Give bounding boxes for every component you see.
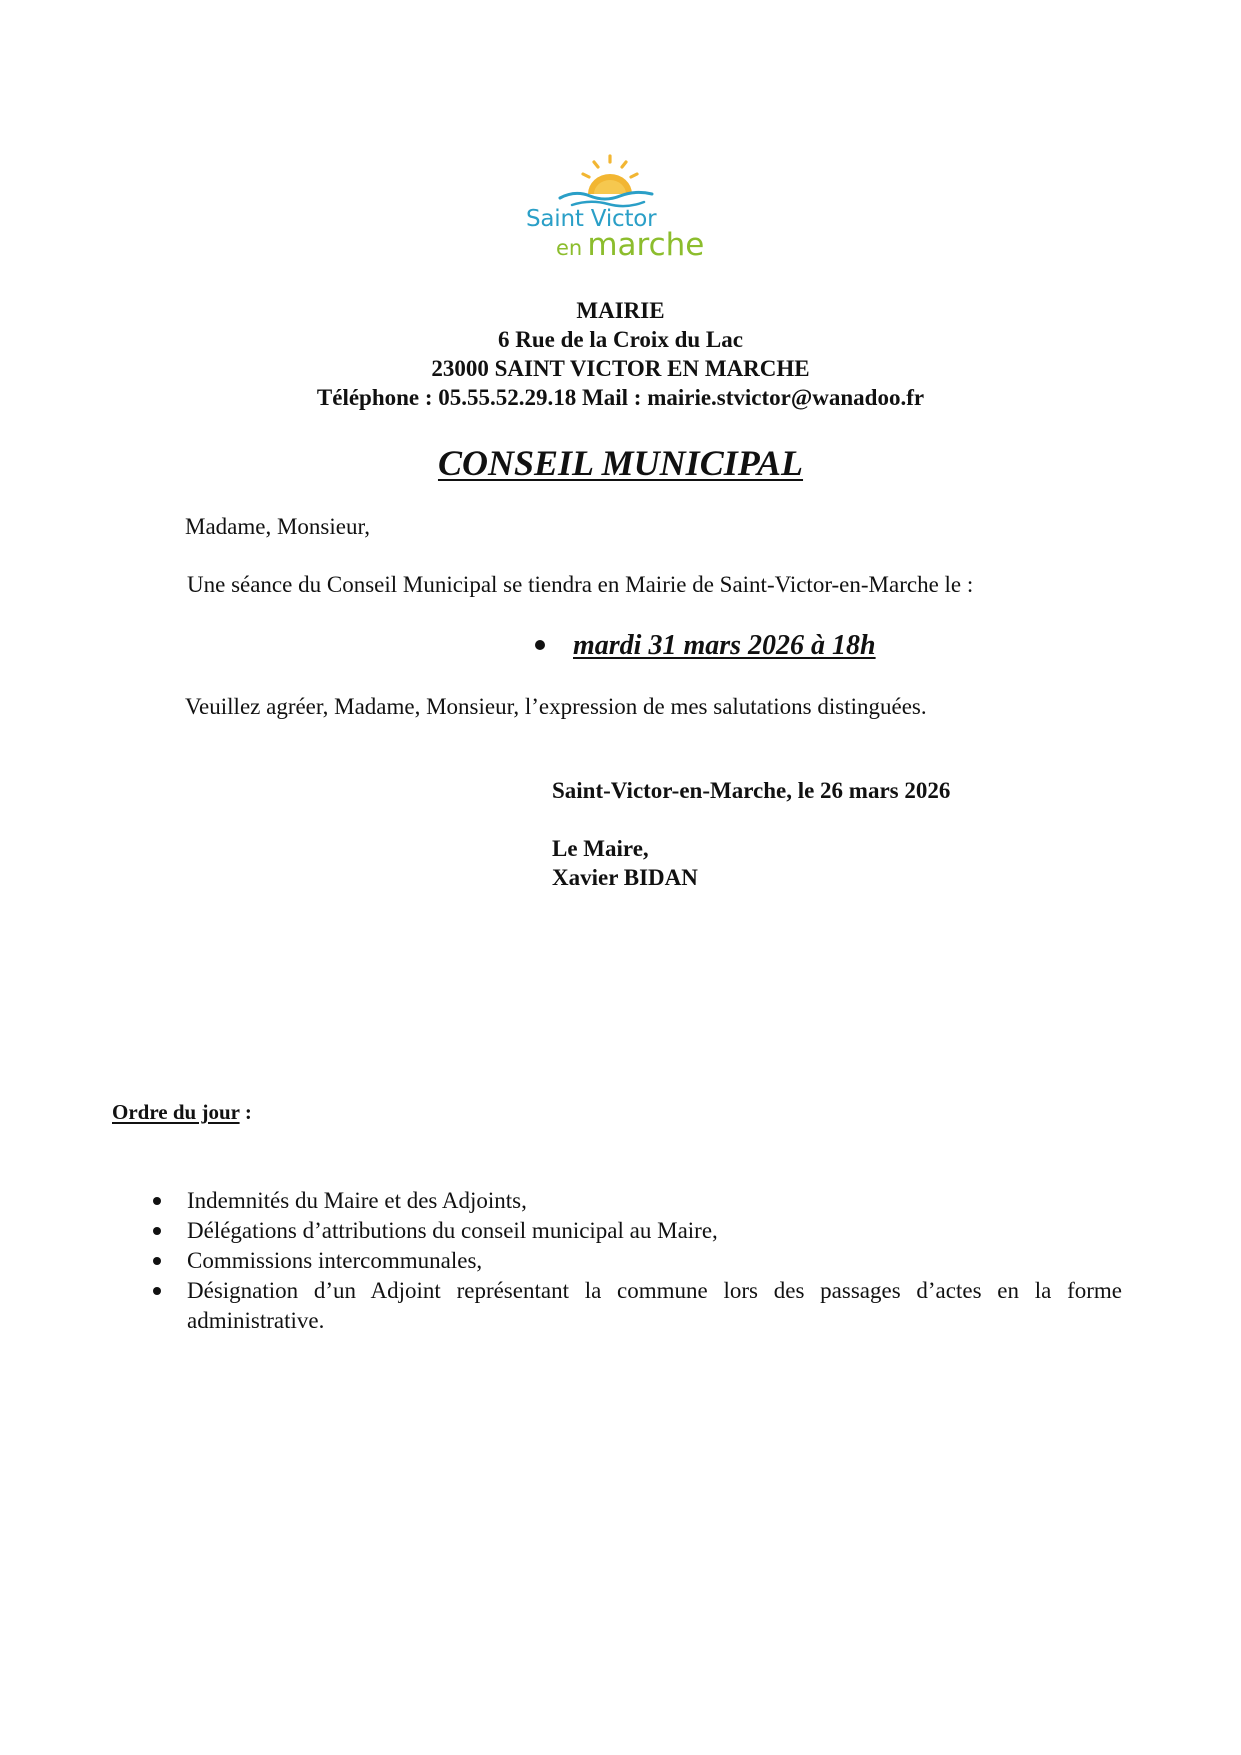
salutation: Madame, Monsieur, (185, 514, 370, 539)
header-org: MAIRIE (576, 298, 665, 323)
logo-text-line2 (556, 227, 705, 263)
seance-announcement: Une séance du Conseil Municipal se tiendra en Mairie de Saint-Victor-en-Marche le : (187, 572, 974, 597)
logo-text-marche: marche (587, 227, 705, 263)
bullet-icon (153, 1227, 161, 1235)
list-item (150, 1276, 1122, 1336)
mairie-header (0, 296, 1241, 412)
bullet-icon (535, 640, 545, 650)
signature-name: Xavier BIDAN (552, 865, 698, 890)
list-item (150, 1216, 1122, 1246)
agenda-item-text: Désignation d’un Adjoint représentant la commune lors des passages d’actes en la forme administrative. (187, 1278, 1122, 1333)
meeting-date: mardi 31 mars 2026 à 18h (573, 630, 876, 661)
logo-text-line1: Saint Victor (526, 206, 657, 232)
meeting-date-item (535, 628, 876, 664)
list-item (150, 1246, 1122, 1276)
bullet-icon (153, 1257, 161, 1265)
agenda-heading-colon: : (239, 1100, 252, 1124)
header-contact: Téléphone : 05.55.52.29.18 Mail : mairie.stvictor@wanadoo.fr (316, 385, 925, 410)
closing-formula: Veuillez agréer, Madame, Monsieur, l’expression de mes salutations distinguées. (185, 694, 927, 719)
list-item (150, 1186, 1122, 1216)
agenda-heading-text: Ordre du jour (112, 1100, 240, 1124)
document-title: CONSEIL MUNICIPAL (437, 443, 804, 483)
municipality-logo (520, 150, 720, 270)
bullet-icon (153, 1197, 161, 1205)
signature-role: Le Maire, (552, 836, 649, 861)
header-city: 23000 SAINT VICTOR EN MARCHE (431, 356, 810, 381)
header-street: 6 Rue de la Croix du Lac (498, 327, 743, 352)
agenda-list (150, 1186, 1122, 1336)
agenda-heading (112, 1100, 252, 1125)
signature-place-date: Saint-Victor-en-Marche, le 26 mars 2026 (552, 778, 951, 803)
agenda-item-text: Indemnités du Maire et des Adjoints, (187, 1188, 527, 1213)
bullet-icon (153, 1287, 161, 1295)
agenda-item-text: Délégations d’attributions du conseil municipal au Maire, (187, 1218, 718, 1243)
agenda-item-text: Commissions intercommunales, (187, 1248, 483, 1273)
logo-text-en: en (556, 236, 583, 260)
